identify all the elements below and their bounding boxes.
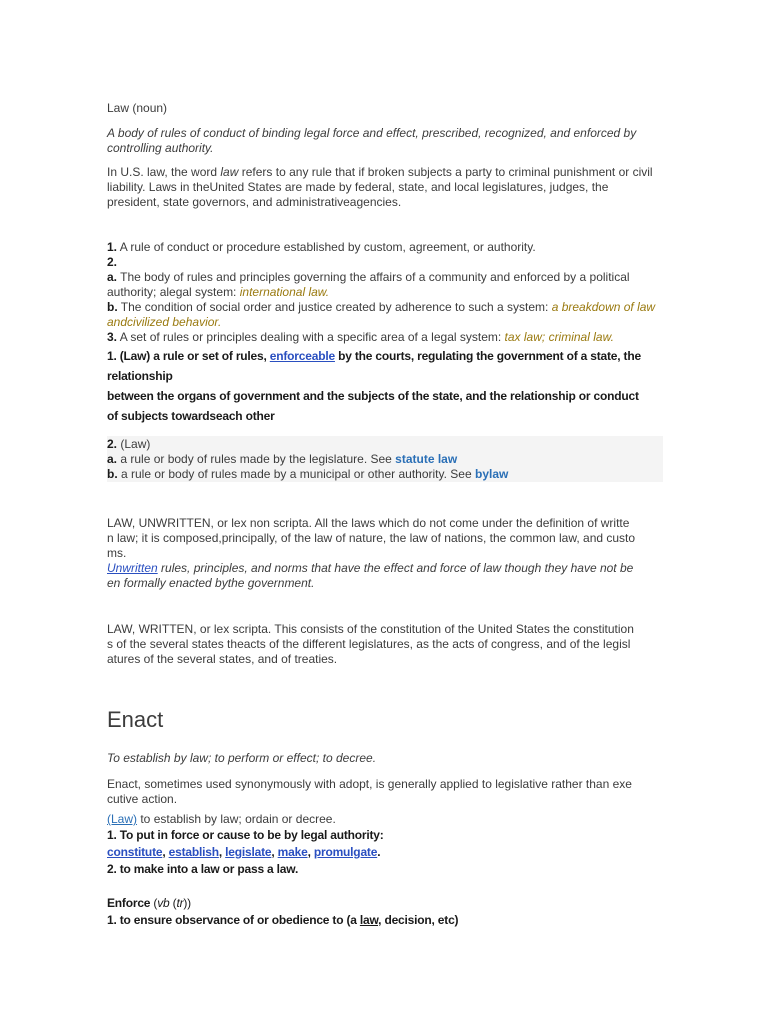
- sense-1-text: A rule of conduct or procedure established by custom, agreement, or authority.: [117, 240, 536, 254]
- enact-usage-line-2: cutive action.: [107, 792, 178, 806]
- sense-2b: [107, 300, 663, 330]
- enforce-heading: [107, 895, 663, 912]
- enforce-pos-close: )): [183, 896, 191, 910]
- collins-line-1-post: by the courts, regulating the government of a state, the: [334, 349, 641, 363]
- law-2a-text: a rule or body of rules made by the legislature. See: [117, 452, 396, 466]
- law-2-number: 2.: [107, 437, 118, 451]
- enforce-word: Enforce: [107, 896, 151, 910]
- synonym-constitute-link[interactable]: constitute: [107, 845, 163, 859]
- law-2b-label: b.: [107, 467, 118, 481]
- law-definition-text: A body of rules of conduct of binding legal force and effect, prescribed, recognized, and enforced by controlling authority.: [107, 126, 637, 155]
- enact-usage-line-1: Enact, sometimes used synonymously with adopt, is generally applied to legislative rather than exe: [107, 777, 632, 791]
- enforce-sense-1-pre: 1. to ensure observance of or obedience to (a: [107, 913, 360, 927]
- collins-line-3: between the organs of government and the subjects of the state, and the relationship or conduct: [107, 389, 639, 403]
- enact-law-link[interactable]: (Law): [107, 812, 138, 826]
- written-line-1: LAW, WRITTEN, or lex scripta. This consists of the constitution of the United States the constitution: [107, 622, 634, 636]
- enforce-law-link[interactable]: law,: [359, 913, 382, 927]
- sense-2-number: 2.: [107, 255, 118, 269]
- synonym-establish-link[interactable]: establish: [168, 845, 219, 859]
- enact-synonyms: constitute, establish, legislate, make, promulgate.: [107, 845, 381, 859]
- law-heading: Law (noun): [107, 101, 168, 115]
- unwritten-link[interactable]: Unwritten: [107, 561, 158, 575]
- law-2a-label: a.: [107, 452, 118, 466]
- unwritten-line-2: n law; it is composed,principally, of the law of nature, the law of nations, the common law, and custo: [107, 531, 636, 545]
- sense-2a-example: international law.: [239, 285, 330, 299]
- law-2a: [107, 452, 663, 467]
- unwritten-def-line-1: [107, 561, 663, 576]
- unwritten-line-1: LAW, UNWRITTEN, or lex non scripta. All the laws which do not come under the definition of writte: [107, 516, 630, 530]
- unwritten-line-3: ms.: [107, 546, 127, 560]
- enforceable-link[interactable]: enforceable: [269, 349, 335, 363]
- statute-law-link[interactable]: statute law: [395, 452, 458, 466]
- sense-1: [107, 240, 663, 255]
- sense-3-number: 3.: [107, 330, 118, 344]
- synonym-promulgate-link[interactable]: promulgate: [313, 845, 378, 859]
- sense-2a: [107, 270, 663, 300]
- enact-sense-2: 2. to make into a law or pass a law.: [107, 862, 299, 876]
- enforce-pos-tr: tr: [176, 896, 184, 910]
- sense-2b-label: b.: [107, 300, 118, 314]
- sense-3-example: tax law; criminal law.: [504, 330, 614, 344]
- law-2b: [107, 467, 663, 482]
- enforce-pos-open: (: [150, 896, 158, 910]
- sense-2a-label: a.: [107, 270, 118, 284]
- collins-line-1-pre: 1. (Law) a rule or set of rules,: [107, 349, 270, 363]
- sense-2b-text: The condition of social order and justice created by adherence to such a system:: [117, 300, 552, 314]
- us-law-paragraph: [107, 165, 663, 210]
- sense-1-number: 1.: [107, 240, 118, 254]
- synonym-make-link[interactable]: make: [277, 845, 308, 859]
- collins-line-4: of subjects towardseach other: [107, 409, 275, 423]
- law-definition: [107, 126, 663, 156]
- enforce-pos-mid: (: [169, 896, 177, 910]
- enact-law-sense: [107, 812, 663, 827]
- enact-definition: To establish by law; to perform or effect; to decree.: [107, 751, 377, 765]
- enact-heading: Enact: [107, 707, 164, 732]
- enact-sense-1: 1. To put in force or cause to be by legal authority:: [107, 828, 384, 842]
- enforce-sense-1-post: decision, etc): [381, 913, 459, 927]
- bylaw-link[interactable]: bylaw: [474, 467, 509, 481]
- collins-line-1: [107, 346, 663, 366]
- us-law-word: law: [220, 165, 239, 179]
- law-2-heading: [107, 437, 663, 452]
- sense-2: [107, 255, 663, 270]
- enact-law-text: to establish by law; ordain or decree.: [137, 812, 336, 826]
- us-law-post: refers to any rule that if broken subjects a party to criminal punishment or civil liability. Laws in theUnited States are made by federal, state, and local legislatures, judges, the president, state governors, and administrativeagencies.: [107, 165, 653, 209]
- law-2-head-text: (Law): [117, 437, 151, 451]
- enforce-sense-1: [107, 912, 663, 929]
- us-law-pre: In U.S. law, the word: [107, 165, 221, 179]
- written-line-2: s of the several states theacts of the different legislatures, as the acts of congress, and of the legisl: [107, 637, 631, 651]
- collins-line-2: relationship: [107, 369, 173, 383]
- sense-2b-example: a breakdown of law andcivilized behavior.: [107, 300, 656, 329]
- law-2b-text: a rule or body of rules made by a municipal or other authority. See: [117, 467, 475, 481]
- sense-3-text: A set of rules or principles dealing with a specific area of a legal system:: [117, 330, 505, 344]
- unwritten-def-line-2: en formally enacted bythe government.: [107, 576, 315, 590]
- sense-3: [107, 330, 663, 345]
- sense-2a-text: The body of rules and principles governing the affairs of a community and enforced by a political authority; alegal system:: [107, 270, 630, 299]
- enforce-pos-vb: vb: [157, 896, 170, 910]
- unwritten-def-text-1: rules, principles, and norms that have the effect and force of law though they have not be: [157, 561, 634, 575]
- synonym-legislate-link[interactable]: legislate: [225, 845, 272, 859]
- written-line-3: atures of the several states, and of treaties.: [107, 652, 338, 666]
